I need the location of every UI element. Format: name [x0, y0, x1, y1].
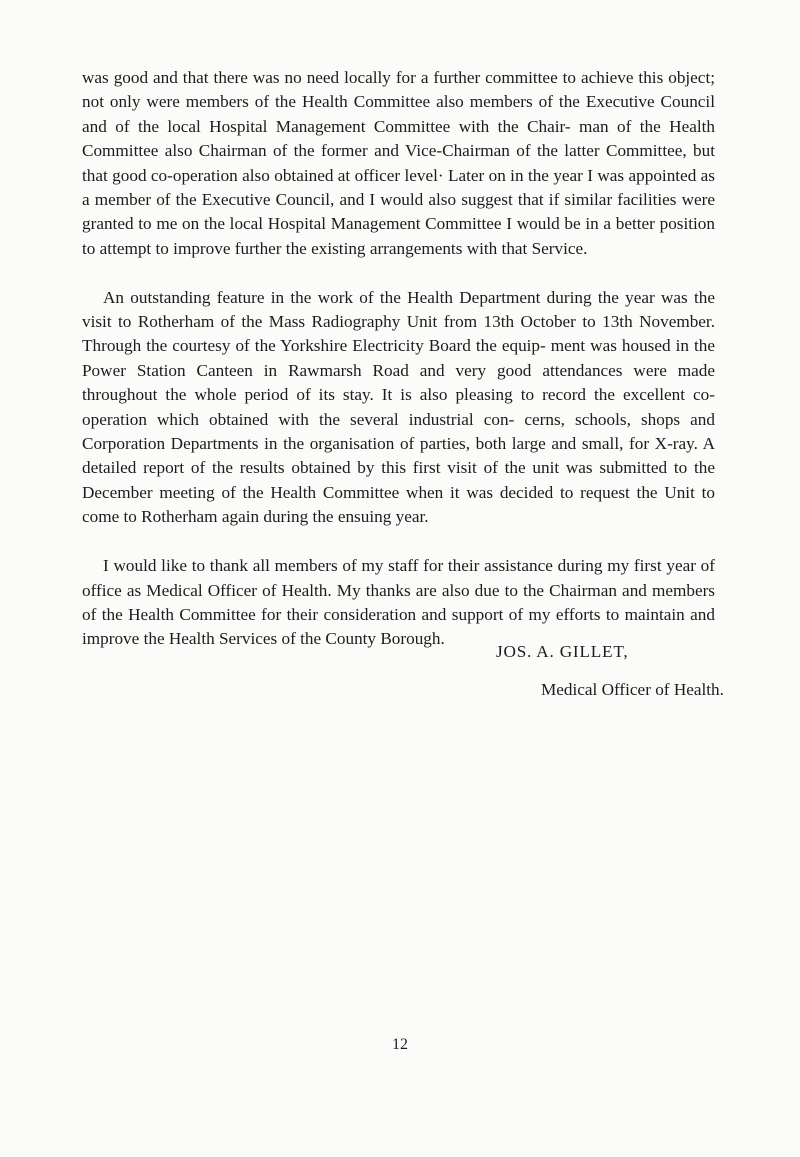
paragraph-mass-radiography: An outstanding feature in the work of the Health Department during the year was the visit to Rotherham of the Mass Radiography Unit from 13th October to 13th November. Through the courtesy of the Yorkshire Electricity Board the equip- ment was housed in the Power Station Canteen in Rawmarsh Road and very good attendances were made throughout the whole period of its stay. It is also pleasing to record the excellent co-operation which obtained with the several industrial con- cerns, schools, shops and Corporation Departments in the organisation of parties, both large and small, for X-ray. A detailed report of the results obtained by this first visit of the unit was submitted to the December meeting of the Health Committee when it was decided to request the Unit to come to Rotherham again during the ensuing year. [82, 287, 715, 527]
signatory-name: JOS. A. GILLET, [496, 642, 629, 661]
page-number: 12 [392, 1036, 408, 1053]
signatory-title: Medical Officer of Health. [541, 680, 724, 699]
paragraph-thanks: I would like to thank all members of my staff for their assistance during my first year of office as Medical Officer of Health. My thanks are also due to the Chairman and members of the Health Committee for their consideration and support of my efforts to maintain and improve the Health Services of the County Borough. [82, 556, 715, 649]
body-text [82, 66, 715, 652]
paragraph-health-committee: was good and that there was no need locally for a further committee to achieve this object; not only were members of the Health Committee also members of the Executive Council and of the local Hospital Management Committee with the Chair- man of the Health Committee also Chairman of the former and Vice-Chairman of the latter Committee, but that good co-operation also obtained at officer level· Later on in the year I was appointed as a member of the Executive Council, and I would also suggest that if similar facilities were granted to me on the local Hospital Management Committee I would be in a better position to attempt to improve further the existing arrangements with that Service. [82, 68, 715, 258]
